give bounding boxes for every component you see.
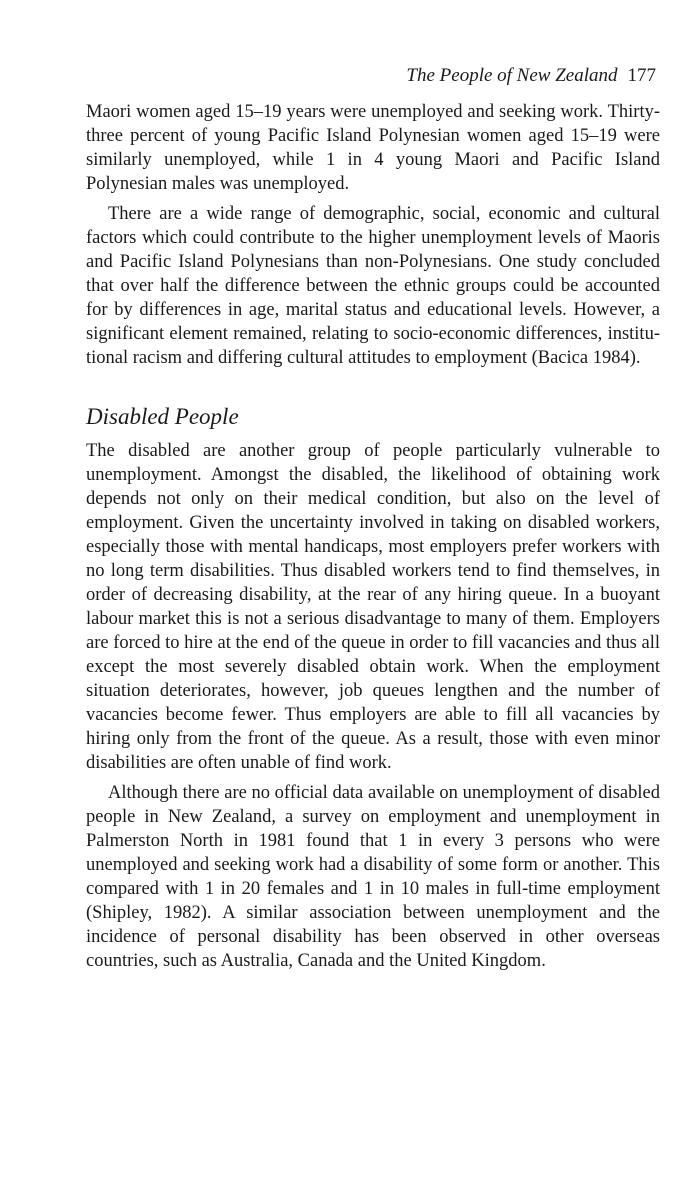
paragraph-disabled-intro: The disabled are another group of people particularly vulnerable to unemployment. Amongst the disabled, the likelihood of obtaining work depends not only on their medical condition, but also on the level of employment. Given the uncertainty involved in taking on disabled workers, especially those with mental handicaps, most employers prefer workers with no long term disabilities. Thus disabled workers tend to find themselves, in order of decreasing disability, at the rear of any hiring queue. In a buoyant labour market this is not a serious disadvantage to many of them. Employers are forced to hire at the end of the queue in order to fill vacancies and thus all except the most severely disabled obtain work. When the employment situation deteriorates, however, job queues lengthen and the number of vacancies become fewer. Thus employers are able to fill all vacancies by hiring only from the front of the queue. As a result, those with even minor disabilities are often unable of find work. bbox=[86, 441, 660, 773]
page-body bbox=[86, 100, 660, 973]
paragraph-continued: Maori women aged 15–19 years were unemployed and seeking work. Thirty-three percent of young Pacific Island Polynesian women aged 15–19 were similarly unemployed, while 1 in 4 young Maori and Pacific Island Polynesian males was unemployed. bbox=[86, 102, 660, 194]
paragraph-disabled-survey: Although there are no official data available on unemployment of disabled people in New Zealand, a survey on employment and unemployment in Palmerston North in 1981 found that 1 in every 3 persons who were unemployed and seeking work had a disability of some form or another. This compared with 1 in 20 females and 1 in 10 males in full-time employment (Shipley, 1982). A similar association between unemployment and the incidence of personal disability has been observed in other overseas countries, such as Australia, Canada and the United Kingdom. bbox=[86, 783, 660, 971]
page-header bbox=[0, 64, 656, 88]
running-title: The People of New Zealand bbox=[406, 65, 618, 86]
section-heading: Disabled People bbox=[86, 404, 239, 429]
page-number: 177 bbox=[627, 65, 656, 86]
paragraph-factors: There are a wide range of demographic, social, economic and cultural factors which could contribute to the higher unemployment levels of Maoris and Pacific Island Polynesians than non-Polynesians. One study concluded that over half the difference between the ethnic groups could be accounted for by differences in age, marital status and educational levels. However, a significant element remained, relating to socio-economic differences, institutional racism and differing cultural attitudes to employment (Bacica 1984). bbox=[86, 204, 660, 368]
